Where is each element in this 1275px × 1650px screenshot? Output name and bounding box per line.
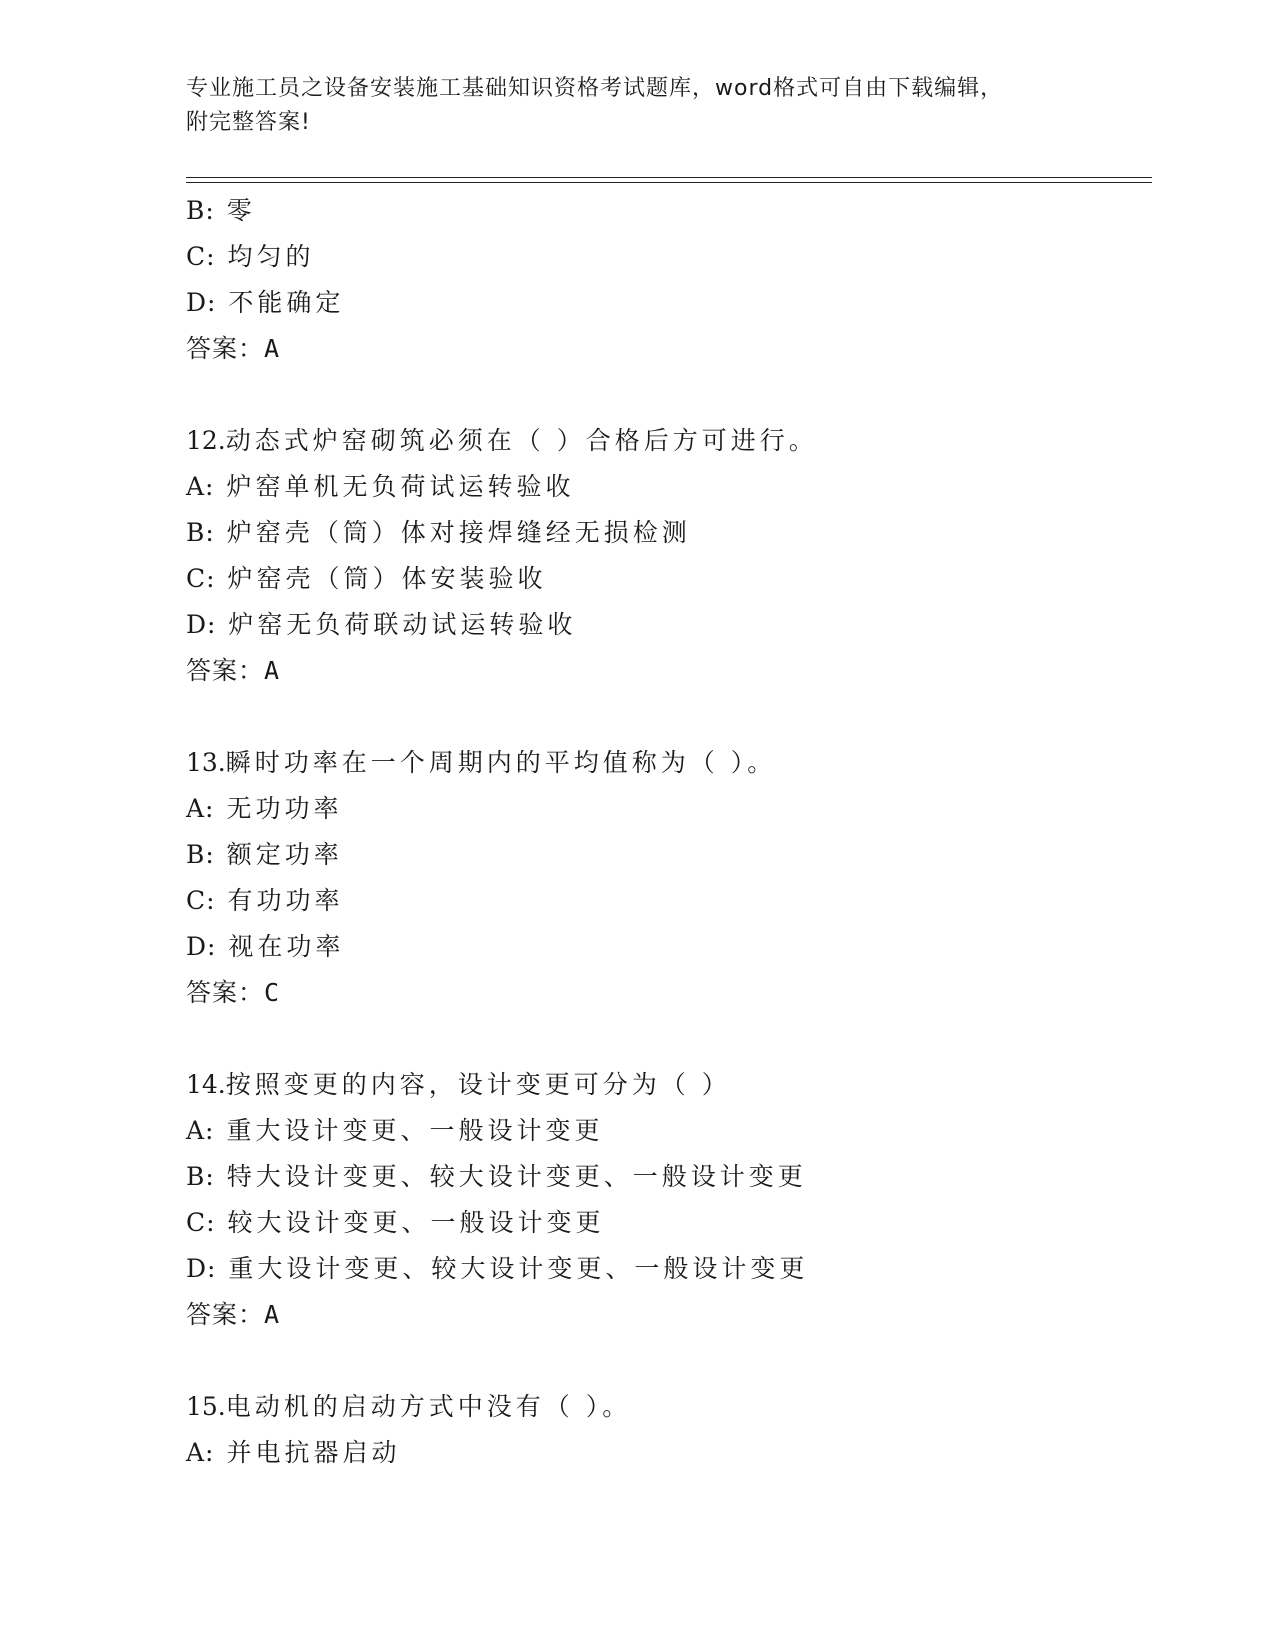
spacer	[186, 372, 1146, 418]
option-a	[186, 786, 1146, 832]
answer-value: A	[264, 1300, 281, 1329]
option-text: 视在功率	[228, 932, 345, 961]
option-text: 炉窑无负荷联动试运转验收	[228, 610, 577, 639]
option-label: B:	[186, 1162, 215, 1191]
question-number: 15.	[186, 1392, 226, 1421]
option-text: 炉窑壳（筒）体安装验收	[227, 564, 547, 593]
option-label: A:	[186, 1438, 215, 1467]
question-15	[186, 1384, 1146, 1476]
spacer	[186, 1016, 1146, 1062]
option-c	[186, 878, 1146, 924]
question-stem	[186, 740, 1146, 786]
option-text: 零	[226, 196, 256, 225]
option-text: 均匀的	[227, 242, 315, 271]
question-stem	[186, 1062, 1146, 1108]
option-label: B:	[186, 840, 215, 869]
question-text: 按照变更的内容，设计变更可分为（ ）	[225, 1070, 731, 1099]
question-stem	[186, 418, 1146, 464]
answer-line	[186, 326, 1146, 372]
option-d	[186, 924, 1146, 970]
answer-label: 答案：	[186, 1300, 265, 1329]
option-label: C:	[186, 886, 216, 915]
question-text: 动态式炉窑砌筑必须在（ ）合格后方可进行。	[225, 426, 818, 455]
option-text: 无功功率	[226, 794, 343, 823]
header-title-line-2: 附完整答案!	[186, 110, 311, 135]
option-label: D:	[186, 288, 217, 317]
question-text: 瞬时功率在一个周期内的平均值称为（ ）。	[225, 748, 777, 777]
answer-label: 答案：	[186, 978, 265, 1007]
document-header	[186, 72, 1086, 140]
answer-label: 答案：	[186, 334, 265, 363]
option-label: D:	[186, 610, 217, 639]
option-label: C:	[186, 1208, 216, 1237]
option-label: C:	[186, 242, 216, 271]
question-list	[186, 188, 1146, 1476]
answer-line	[186, 1292, 1146, 1338]
header-title-line-1: 专业施工员之设备安装施工基础知识资格考试题库，word格式可自由下载编辑，	[186, 76, 1004, 101]
option-text: 炉窑单机无负荷试运转验收	[226, 472, 575, 501]
answer-line	[186, 970, 1146, 1016]
option-b	[186, 510, 1146, 556]
answer-value: A	[264, 334, 281, 363]
header-divider-top	[186, 177, 1152, 178]
question-partial	[186, 188, 1146, 372]
option-label: A:	[186, 794, 215, 823]
spacer	[186, 1338, 1146, 1384]
question-number: 12.	[186, 426, 226, 455]
option-text: 炉窑壳（筒）体对接焊缝经无损检测	[226, 518, 691, 547]
option-c	[186, 234, 1146, 280]
question-13	[186, 740, 1146, 1016]
option-d	[186, 280, 1146, 326]
option-text: 不能确定	[228, 288, 345, 317]
option-label: D:	[186, 932, 217, 961]
answer-line	[186, 648, 1146, 694]
option-text: 有功功率	[227, 886, 344, 915]
option-c	[186, 556, 1146, 602]
question-14	[186, 1062, 1146, 1338]
option-c	[186, 1200, 1146, 1246]
option-label: A:	[186, 1116, 215, 1145]
option-a	[186, 1430, 1146, 1476]
question-number: 14.	[186, 1070, 226, 1099]
answer-value: C	[264, 978, 281, 1007]
option-b	[186, 188, 1146, 234]
spacer	[186, 694, 1146, 740]
option-label: B:	[186, 518, 215, 547]
question-stem	[186, 1384, 1146, 1430]
option-label: C:	[186, 564, 216, 593]
option-b	[186, 832, 1146, 878]
option-text: 重大设计变更、较大设计变更、一般设计变更	[228, 1254, 809, 1283]
option-label: D:	[186, 1254, 217, 1283]
option-b	[186, 1154, 1146, 1200]
question-number: 13.	[186, 748, 226, 777]
option-text: 并电抗器启动	[226, 1438, 401, 1467]
answer-value: A	[264, 656, 281, 685]
header-divider-bottom	[186, 182, 1152, 183]
answer-label: 答案：	[186, 656, 265, 685]
question-12	[186, 418, 1146, 694]
option-d	[186, 1246, 1146, 1292]
option-text: 额定功率	[226, 840, 343, 869]
option-label: B:	[186, 196, 215, 225]
option-text: 重大设计变更、一般设计变更	[226, 1116, 604, 1145]
question-text: 电动机的启动方式中没有（ ）。	[225, 1392, 632, 1421]
option-label: A:	[186, 472, 215, 501]
option-a	[186, 1108, 1146, 1154]
option-text: 较大设计变更、一般设计变更	[227, 1208, 605, 1237]
option-a	[186, 464, 1146, 510]
option-text: 特大设计变更、较大设计变更、一般设计变更	[226, 1162, 807, 1191]
option-d	[186, 602, 1146, 648]
